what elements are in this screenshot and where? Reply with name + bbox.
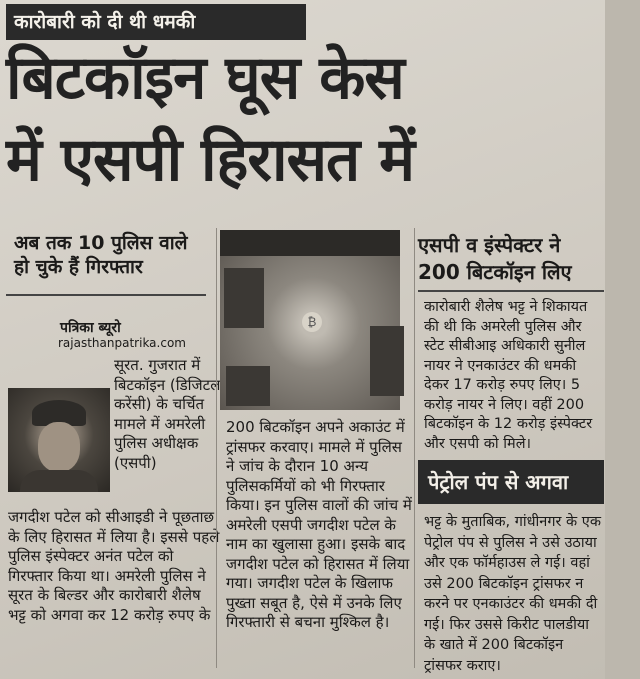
photo-shape — [226, 366, 270, 406]
website: rajasthanpatrika.com — [58, 336, 186, 350]
headline-line-1: बिटकॉइन घूस केस — [6, 43, 404, 113]
deck-rule — [6, 294, 206, 296]
photo-shape — [224, 268, 264, 328]
headline-line-2: में एसपी हिरासत में — [6, 125, 415, 195]
bitcoin-icon: ₿ — [302, 312, 322, 332]
column-2: 200 बिटकॉइन अपने अकाउंट में ट्रांसफर करवाए। मामले में पुलिस ने जांच के दौरान 10 अन्य पुलिसकर्मियों को भी गिरफ्तार किया। इन पुलिस वालों की जांच में अमरेली एसपी जगदीश पटेल के नाम का खुलासा हुआ। इसके बाद जगदीश पटेल को हिरासत में लिया गया। जगदीश पटेल के खिलाफ पुख्ता सबूत है, ऐसे में उनके लिए गिरफ्तारी से बचना मुश्किल है। — [226, 418, 412, 631]
column-divider — [216, 228, 217, 668]
column-1a: सूरत. गुजरात में बिटकॉइन (डिजिटल करेंसी) के चर्चित मामले में अमरेली पुलिस अधीक्षक (एसपी) — [114, 356, 221, 472]
byline: पत्रिका ब्यूरो — [60, 320, 121, 336]
deck: अब तक 10 पुलिस वाले हो चुके हैं गिरफ्तार — [14, 232, 188, 278]
bitcoin-photo — [220, 230, 400, 410]
photo-dark-band — [220, 230, 400, 256]
column-3a: कारोबारी शैलेष भट्ट ने शिकायत की थी कि अमरेली पुलिस और स्टेट सीबीआइ अधिकारी सुनील नायर ने एनकाउंटर की धमकी देकर 17 करोड़ रुपए लिए। 5 करोड़ नायर ने लिए। वहीं 200 बिटकॉइन के 12 करोड़ इंस्पेक्टर और एसपी को मिले। — [424, 299, 593, 452]
column-3b: भट्ट के मुताबिक, गांधीनगर के एक पेट्रोल पंप से पुलिस ने उसे उठाया और एक फॉर्महाउस ले गई। वहां उसे 200 बिटकॉइन ट्रांसफर न करने पर एनकाउंटर की धमकी दी गई। फिर उससे किरीट पालडीया के खाते में 200 बिटकॉइन ट्रांसफर कराए। — [424, 514, 601, 674]
column-1b: जगदीश पटेल को सीआइडी ने पूछताछ के लिए हिरासत में लिया है। इससे पहले पुलिस इंस्पेक्टर अनंत पटेल को गिरफ्तार किया था। अमरेली पुलिस ने सूरत के बिल्डर और कारोबारी शैलेष भट्ट को अगवा कर 12 करोड़ रुपए के — [8, 508, 220, 624]
sp-portrait-photo — [8, 388, 110, 492]
subhead-petrol: पेट्रोल पंप से अगवा — [418, 460, 604, 504]
kicker: कारोबारी को दी थी धमकी — [6, 4, 306, 40]
uniform-shape — [20, 470, 98, 492]
column-divider — [414, 228, 415, 668]
adjacent-page-edge — [605, 0, 640, 679]
photo-shape — [370, 326, 404, 396]
side-rule — [418, 290, 604, 292]
face-shape — [38, 422, 80, 472]
side-headline: एसपी व इंस्पेक्टर ने 200 बिटकॉइन लिए — [418, 233, 572, 284]
